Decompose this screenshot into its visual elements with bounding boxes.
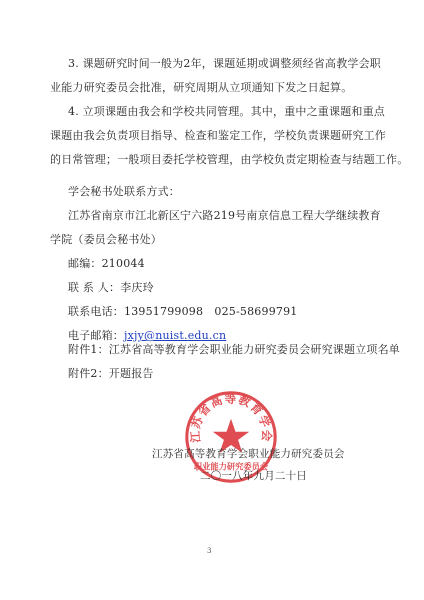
- page-number: 3: [207, 547, 212, 555]
- contact-phone: 联系电话：13951799098 025-58699791: [68, 305, 298, 318]
- email-link[interactable]: jxjy@nuist.edu.cn: [124, 329, 227, 342]
- address-line-1: 江苏省南京市江北新区宁六路219号南京信息工程大学继续教育: [68, 209, 381, 222]
- contact-heading: 学会秘书处联系方式：: [68, 185, 180, 198]
- signature-date: 二〇一八年九月二十日: [200, 470, 307, 482]
- seal-outer-text: 江苏省高等教育学会: [188, 391, 274, 444]
- postcode: 邮编：210044: [68, 257, 145, 270]
- email-label: 电子邮箱：: [68, 329, 124, 342]
- paragraph-4-line-2: 课题由我会负责项目指导、检查和鉴定工作，学校负责课题研究工作: [50, 129, 386, 142]
- contact-person: 联 系 人：李庆玲: [68, 281, 154, 294]
- paragraph-3-line-1: 3. 课题研究时间一般为2年，课题延期或调整须经省高教学会职: [68, 57, 381, 70]
- paragraph-4-line-3: 的日常管理；一般项目委托学校管理，由学校负责定期检查与结题工作。: [50, 153, 409, 166]
- paragraph-3-line-2: 业能力研究委员会批准，研究周期从立项通知下发之日起算。: [50, 81, 353, 94]
- seal-inner-text: 职业能力研究委员会: [193, 461, 269, 472]
- contact-email-row: [68, 329, 226, 343]
- attachment-2: 附件2：开题报告: [68, 367, 154, 380]
- paragraph-4-line-1: 4. 立项课题由我会和学校共同管理。其中，重中之重课题和重点: [68, 105, 385, 118]
- address-line-2: 学院（委员会秘书处）: [50, 233, 162, 246]
- attachment-1: 附件1：江苏省高等教育学会职业能力研究委员会研究课题立项名单: [68, 343, 400, 356]
- signature-organization: 江苏省高等教育学会职业能力研究委员会: [152, 448, 345, 460]
